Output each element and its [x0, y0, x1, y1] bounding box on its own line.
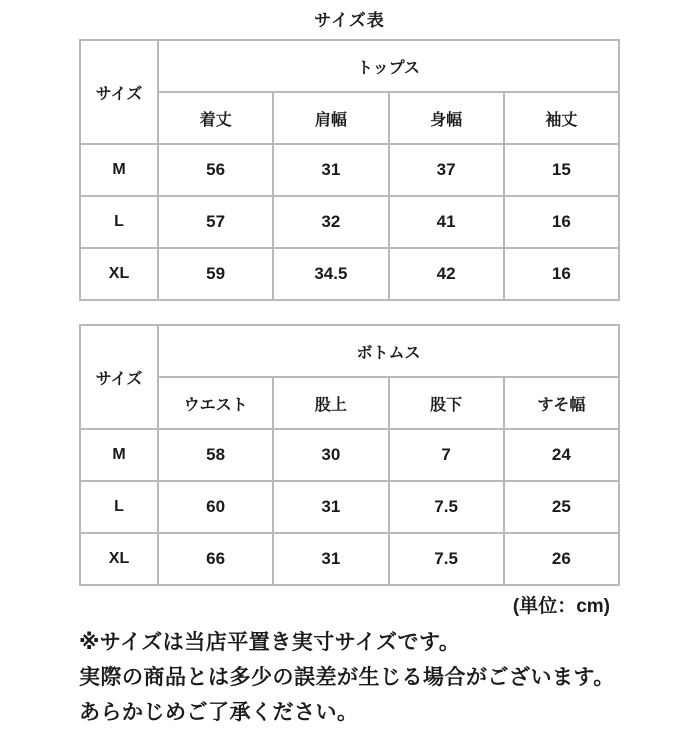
size-chart-content — [79, 0, 620, 730]
value-cell: 7 — [389, 429, 504, 481]
tops-header-row-group — [80, 40, 619, 92]
tops-table-row-l — [80, 196, 619, 248]
note-line-3: あらかじめご了承ください。 — [79, 701, 359, 724]
value-cell: 66 — [158, 533, 273, 585]
size-cell: XL — [80, 248, 158, 300]
bottoms-column-header-waist: ウエスト — [158, 377, 273, 429]
tops-table-row-xl — [80, 248, 619, 300]
value-cell: 41 — [389, 196, 504, 248]
value-cell: 58 — [158, 429, 273, 481]
value-cell: 32 — [273, 196, 388, 248]
value-cell: 31 — [273, 533, 388, 585]
value-cell: 34.5 — [273, 248, 388, 300]
tops-column-header-sleeve: 袖丈 — [504, 92, 619, 144]
value-cell: 15 — [504, 144, 619, 196]
bottoms-group-header-cell: ボトムス — [158, 325, 619, 377]
size-cell: L — [80, 196, 158, 248]
bottoms-header-row-columns — [80, 377, 619, 429]
tops-column-header-body-width: 身幅 — [389, 92, 504, 144]
bottoms-column-header-rise: 股上 — [273, 377, 388, 429]
value-cell: 37 — [389, 144, 504, 196]
bottoms-column-header-inseam: 股下 — [389, 377, 504, 429]
value-cell: 42 — [389, 248, 504, 300]
value-cell: 7.5 — [389, 481, 504, 533]
tops-group-header-cell: トップス — [158, 40, 619, 92]
size-cell: XL — [80, 533, 158, 585]
value-cell: 16 — [504, 248, 619, 300]
value-cell: 7.5 — [389, 533, 504, 585]
value-cell: 60 — [158, 481, 273, 533]
bottoms-table-row-l — [80, 481, 619, 533]
tops-size-header-cell: サイズ — [80, 40, 158, 144]
value-cell: 31 — [273, 481, 388, 533]
tops-table-row-m — [80, 144, 619, 196]
tops-column-header-shoulder: 肩幅 — [273, 92, 388, 144]
value-cell: 31 — [273, 144, 388, 196]
note-line-1: ※サイズは当店平置き実寸サイズです。 — [79, 631, 461, 654]
note-line-2: 実際の商品とは多少の誤差が生じる場合がございます。 — [79, 666, 615, 689]
value-cell: 56 — [158, 144, 273, 196]
bottoms-column-header-hem-width: すそ幅 — [504, 377, 619, 429]
bottoms-table-row-m — [80, 429, 619, 481]
bottoms-size-table — [79, 324, 620, 586]
page-title: サイズ表 — [314, 11, 385, 30]
tops-size-table — [79, 39, 620, 301]
value-cell: 24 — [504, 429, 619, 481]
tops-header-row-columns — [80, 92, 619, 144]
size-cell: L — [80, 481, 158, 533]
size-cell: M — [80, 429, 158, 481]
bottoms-header-row-group — [80, 325, 619, 377]
value-cell: 25 — [504, 481, 619, 533]
value-cell: 26 — [504, 533, 619, 585]
bottoms-size-header-cell: サイズ — [80, 325, 158, 429]
size-notes — [79, 625, 620, 730]
value-cell: 57 — [158, 196, 273, 248]
value-cell: 30 — [273, 429, 388, 481]
unit-label: (単位：cm) — [512, 596, 610, 617]
value-cell: 16 — [504, 196, 619, 248]
value-cell: 59 — [158, 248, 273, 300]
size-cell: M — [80, 144, 158, 196]
bottoms-table-row-xl — [80, 533, 619, 585]
tops-column-header-length: 着丈 — [158, 92, 273, 144]
